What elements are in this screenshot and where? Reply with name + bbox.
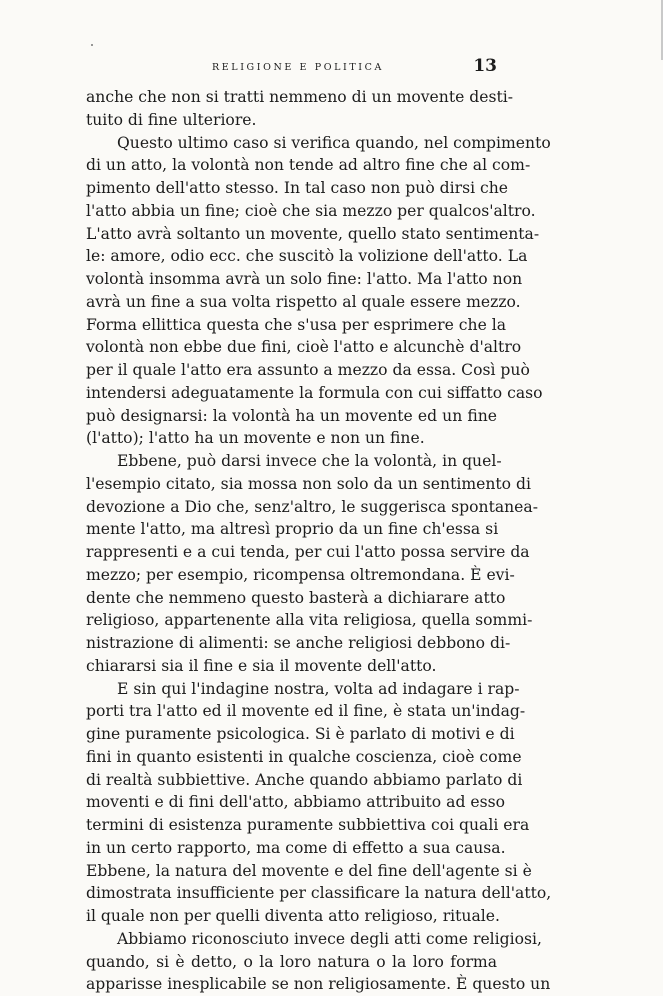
text-line: di realtà subbiettive. Anche quando abbiamo parlato di xyxy=(86,770,523,789)
text-line: Forma ellittica questa che s'usa per esprimere che la xyxy=(86,315,507,334)
text-line: volontà non ebbe due fini, cioè l'atto e alcunchè d'altro xyxy=(86,338,522,357)
text-line: chiararsi sia il fine e sia il movente dell'atto. xyxy=(86,656,437,675)
text-line: Questo ultimo caso si verifica quando, nel compimento xyxy=(117,133,551,152)
text-line: pimento dell'atto stesso. In tal caso non può dirsi che xyxy=(86,179,509,197)
text-line: può designarsi: la volontà ha un movente ed un fine xyxy=(86,406,497,425)
text-line: (l'atto); l'atto ha un movente e non un fine. xyxy=(86,429,425,448)
page-header xyxy=(86,56,497,78)
text-line: volontà insomma avrà un solo fine: l'atto. Ma l'atto non xyxy=(86,270,523,288)
text-line: termini di esistenza puramente subbiettiva coi quali era xyxy=(86,816,530,834)
text-line: L'atto avrà soltanto un movente, quello stato sentimenta- xyxy=(86,224,540,243)
text-line: Ebbene, può darsi invece che la volontà, in quel- xyxy=(117,452,502,470)
text-line: nistrazione di alimenti: se anche religiosi debbono di- xyxy=(86,634,511,652)
body-text xyxy=(86,86,552,996)
text-line: apparisse inesplicabile se non religiosamente. È questo un xyxy=(86,975,551,994)
text-line: fini in quanto esistenti in qualche coscienza, cioè come xyxy=(86,747,522,766)
text-line: l'atto abbia un fine; cioè che sia mezzo per qualcos'altro. xyxy=(86,201,536,220)
text-line: gine puramente psicologica. Si è parlato di motivi e di xyxy=(86,725,515,743)
text-line: porti tra l'atto ed il movente ed il fine, è stata un'indag- xyxy=(86,702,526,721)
text-line: dimostrata insufficiente per classificare la natura dell'atto, xyxy=(86,884,552,903)
text-line: l'esempio citato, sia mossa non solo da un sentimento di xyxy=(86,474,531,493)
text-line: di un atto, la volontà non tende ad altro fine che al com- xyxy=(86,156,531,175)
text-line: dente che nemmeno questo basterà a dichiarare atto xyxy=(86,588,506,607)
text-line: moventi e di fini dell'atto, abbiamo attribuito ad esso xyxy=(86,793,505,812)
text-line: per il quale l'atto era assunto a mezzo da essa. Così può xyxy=(86,361,530,379)
page-number: 13 xyxy=(473,56,497,76)
text-line: il quale non per quelli diventa atto religioso, rituale. xyxy=(86,907,500,925)
text-line: in un certo rapporto, ma come di effetto a sua causa. xyxy=(86,838,506,857)
text-line: tuito di fine ulteriore. xyxy=(86,110,257,129)
text-line: rappresenti e a cui tenda, per cui l'atto possa servire da xyxy=(86,543,530,561)
text-line: religioso, appartenente alla vita religiosa, quella sommi- xyxy=(86,611,533,630)
text-line: mezzo; per esempio, ricompensa oltremondana. È evi- xyxy=(86,565,515,584)
text-line: mente l'atto, ma altresì proprio da un fine ch'essa si xyxy=(86,520,499,539)
text-line: avrà un fine a sua volta rispetto al quale essere mezzo. xyxy=(86,292,521,311)
text-line: E sin qui l'indagine nostra, volta ad indagare i rap- xyxy=(117,679,520,698)
running-title: RELIGIONE E POLITICA xyxy=(212,62,384,73)
text-line: quando, si è detto, o la loro natura o la loro forma xyxy=(86,952,497,971)
text-line: Ebbene, la natura del movente e del fine dell'agente si è xyxy=(86,861,532,880)
text-line: Abbiamo riconosciuto invece degli atti come religiosi, xyxy=(117,929,542,948)
text-line: anche che non si tratti nemmeno di un movente desti- xyxy=(86,88,514,106)
paper-speck xyxy=(91,44,93,46)
text-line: intendersi adeguatamente la formula con cui siffatto caso xyxy=(86,383,543,402)
text-line: le: amore, odio ecc. che suscitò la volizione dell'atto. La xyxy=(86,247,528,266)
text-line: devozione a Dio che, senz'altro, le suggerisca spontanea- xyxy=(86,497,538,516)
